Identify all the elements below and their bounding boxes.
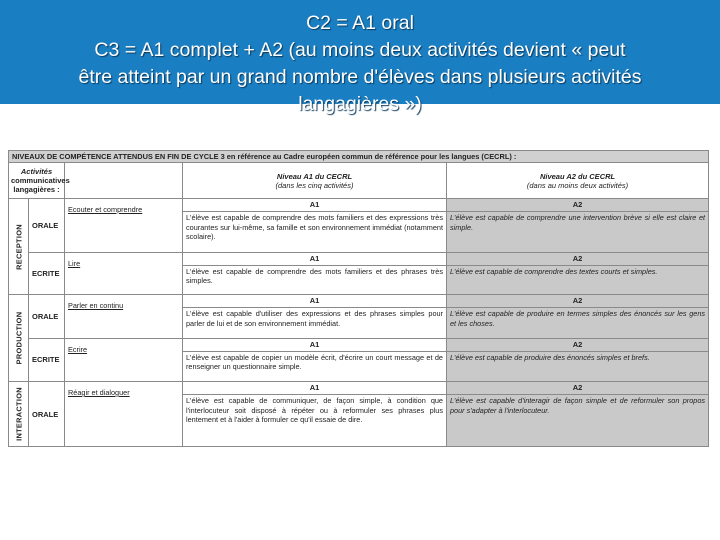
- competence-table: [8, 150, 709, 447]
- header-blank: [65, 163, 183, 199]
- row-activity: Réagir et dialoguer: [65, 382, 183, 447]
- group-interaction: INTERACTION: [9, 382, 29, 447]
- header-activities-l3: langagières :: [13, 185, 60, 194]
- row-activity: Ecrire: [65, 338, 183, 382]
- row-activity: Parler en continu: [65, 295, 183, 339]
- header-a1: [183, 163, 447, 199]
- title-banner: [0, 0, 720, 115]
- row-activity: Ecouter et comprendre: [65, 199, 183, 253]
- header-a2-l1: Niveau A2 du CECRL: [539, 171, 616, 181]
- a1-level-label: A1: [309, 383, 320, 392]
- a2-level-label: A2: [572, 296, 583, 305]
- header-a2-l2: (dans au moins deux activités): [526, 180, 629, 190]
- a1-description: L'élève est capable de copier un modèle écrit, d'écrire un court message et de renseigner un questionnaire simple.: [183, 351, 446, 373]
- a1-description: L'élève est capable de comprendre des mots familiers et des phrases très simples.: [183, 265, 446, 287]
- table-row: [9, 295, 709, 339]
- header-a1-l1: Niveau A1 du CECRL: [276, 171, 353, 181]
- header-a2: [447, 163, 709, 199]
- a2-description: L'élève est capable de produire en termes simples des énoncés sur les gens et les choses.: [447, 307, 708, 329]
- header-activities-l2: communicatives: [11, 176, 70, 185]
- a2-level-label: A2: [572, 383, 583, 392]
- header-activities-l1: Activités: [20, 167, 53, 176]
- a2-description: L'élève est capable de produire des énoncés simples et brefs.: [447, 351, 708, 364]
- row-a1-cell: [183, 252, 447, 294]
- row-mode: ECRITE: [29, 338, 65, 382]
- row-a2-cell: [447, 338, 709, 382]
- a2-level-label: A2: [572, 200, 583, 209]
- table-row: [9, 252, 709, 294]
- a1-description: L'élève est capable de communiquer, de façon simple, à condition que l'interlocuteur soit disposé à répéter ou à reformuler ses phrases plus lentement et à l'aider à formuler ce qu'il essaie de dire.: [183, 394, 446, 426]
- table-row: [9, 199, 709, 253]
- row-mode: ORALE: [29, 295, 65, 339]
- a1-level-label: A1: [309, 253, 320, 263]
- banner-line-2: C3 = A1 complet + A2 (au moins deux activités devient « peut: [94, 39, 626, 61]
- row-a2-cell: [447, 199, 709, 253]
- a1-description: L'élève est capable d'utiliser des expressions et des phrases simples pour parler de lui et de son environnement immédiat.: [183, 307, 446, 329]
- a1-description: L'élève est capable de comprendre des mots familiers et des expressions très courantes sur lui-même, sa famille et son environnement immédiat (notamment scolaire).: [183, 211, 446, 243]
- a2-description: L'élève est capable d'interagir de façon simple et de reformuler son propos pour s'adapter à l'interlocuteur.: [447, 394, 708, 416]
- row-a2-cell: [447, 252, 709, 294]
- competence-table-container: [8, 150, 708, 447]
- row-mode: ORALE: [29, 199, 65, 253]
- row-a1-cell: [183, 199, 447, 253]
- a2-level-label: A2: [572, 339, 583, 349]
- row-a1-cell: [183, 338, 447, 382]
- a1-level-label: A1: [309, 200, 320, 209]
- banner-line-1: C2 = A1 oral: [306, 12, 414, 34]
- a1-level-label: A1: [309, 296, 320, 305]
- a2-description: L'élève est capable de comprendre des textes courts et simples.: [447, 265, 708, 278]
- row-a2-cell: [447, 382, 709, 447]
- table-row: [9, 382, 709, 447]
- row-activity: Lire: [65, 252, 183, 294]
- row-a1-cell: [183, 382, 447, 447]
- row-a2-cell: [447, 295, 709, 339]
- banner-title: [0, 10, 720, 118]
- header-a1-l2: (dans les cinq activités): [275, 180, 354, 190]
- header-activities: [9, 163, 70, 199]
- table-title: NIVEAUX DE COMPÉTENCE ATTENDUS EN FIN DE CYCLE 3 en référence au Cadre européen commun de référence pour les langues (CECRL) :: [9, 151, 709, 163]
- a2-description: L'élève est capable de comprendre une intervention brève si elle est claire et simple.: [447, 211, 708, 233]
- a2-level-label: A2: [572, 253, 583, 263]
- row-a1-cell: [183, 295, 447, 339]
- table-row: [9, 338, 709, 382]
- group-production: PRODUCTION: [9, 295, 29, 382]
- row-mode: ECRITE: [29, 252, 65, 294]
- banner-line-3: être atteint par un grand nombre d'élèves dans plusieurs activités: [78, 66, 642, 88]
- group-reception: RECEPTION: [9, 199, 29, 295]
- banner-line-4: langagières »): [298, 93, 422, 115]
- a1-level-label: A1: [309, 339, 320, 349]
- row-mode: ORALE: [29, 382, 65, 447]
